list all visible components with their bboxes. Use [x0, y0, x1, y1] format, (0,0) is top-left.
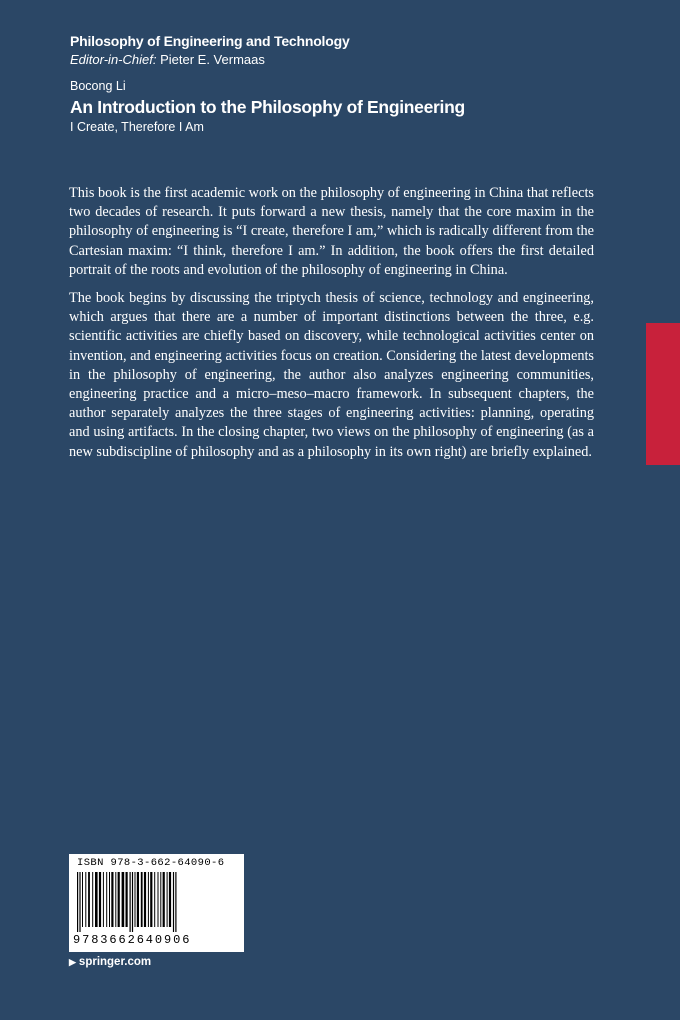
editor-line [70, 51, 630, 69]
series-title: Philosophy of Engineering and Technology [70, 33, 350, 49]
barcode-bar [173, 872, 174, 932]
description-paragraph: The book begins by discussing the triptych thesis of science, technology and engineering, which argues that there are a number of important distinctions between the three, e.g. scientific activities are chiefly based on discovery, while technological activities center on invention, and engineering activities focus on creation. Considering the latest developments in the philosophy of engineering, the author also analyzes engineering communities, engineering practice and a micro–meso–macro framework. In subsequent chapters, the author separately analyzes the three stages of engineering activities: planning, operating and using artifacts. In the closing chapter, two views on the philosophy of engineering (as a new subdiscipline of philosophy and as a philosophy in its own right) are briefly explained. [69, 290, 594, 460]
book-title: An Introduction to the Philosophy of Engineering [70, 97, 465, 117]
cover-header [70, 31, 630, 136]
barcode-bar [109, 872, 110, 927]
isbn-barcode [69, 854, 244, 952]
barcode-bar [167, 872, 168, 927]
barcode-bar [85, 872, 86, 927]
barcode-bar [148, 872, 149, 927]
barcode-bar [163, 872, 165, 927]
barcode-bar [92, 872, 93, 927]
arrow-right-icon: ▶ [69, 957, 76, 967]
barcode-bar [169, 872, 171, 927]
isbn-number: ISBN 978-3-662-64090-6 [77, 857, 225, 869]
barcode-bar [115, 872, 116, 927]
editor-name: Pieter E. Vermaas [160, 52, 265, 67]
barcode-bar [88, 872, 90, 927]
barcode-bar [118, 872, 120, 927]
book-subtitle: I Create, Therefore I Am [70, 120, 204, 134]
barcode-bar [106, 872, 107, 927]
barcode-digits: 9783662640906 [73, 933, 192, 947]
barcode-bar [79, 872, 80, 932]
author-name: Bocong Li [70, 79, 126, 93]
barcode-bar [154, 872, 155, 927]
publisher-url: springer.com [78, 956, 152, 968]
book-description [69, 184, 594, 471]
barcode-bar [82, 872, 83, 927]
barcode-bar [135, 872, 136, 927]
barcode-bar [141, 872, 143, 927]
barcode-bar [130, 872, 131, 932]
editor-label: Editor-in-Chief: [70, 52, 157, 67]
barcode-bars [75, 872, 238, 932]
barcode-bar [137, 872, 139, 927]
barcode-bar [175, 872, 176, 932]
barcode-bar [132, 872, 133, 932]
barcode-bar [144, 872, 146, 927]
accent-tab [646, 323, 680, 465]
barcode-bar [111, 872, 113, 927]
barcode-bar [77, 872, 78, 932]
barcode-bar [103, 872, 104, 927]
barcode-bar [126, 872, 128, 927]
barcode-bar [150, 872, 152, 927]
publisher-link[interactable] [69, 956, 151, 968]
barcode-bar [95, 872, 98, 927]
barcode-bar [160, 872, 161, 927]
barcode-bar [99, 872, 101, 927]
barcode-bar [158, 872, 159, 927]
barcode-bar [122, 872, 125, 927]
description-paragraph: This book is the first academic work on the philosophy of engineering in China that reflects two decades of research. It puts forward a new thesis, namely that the core maxim in the philosophy of engineering is “I create, therefore I am,” which is radically different from the Cartesian maxim: “I think, therefore I am.” In addition, the book offers the first detailed portrait of the roots and evolution of the philosophy of engineering in China. [69, 185, 594, 278]
